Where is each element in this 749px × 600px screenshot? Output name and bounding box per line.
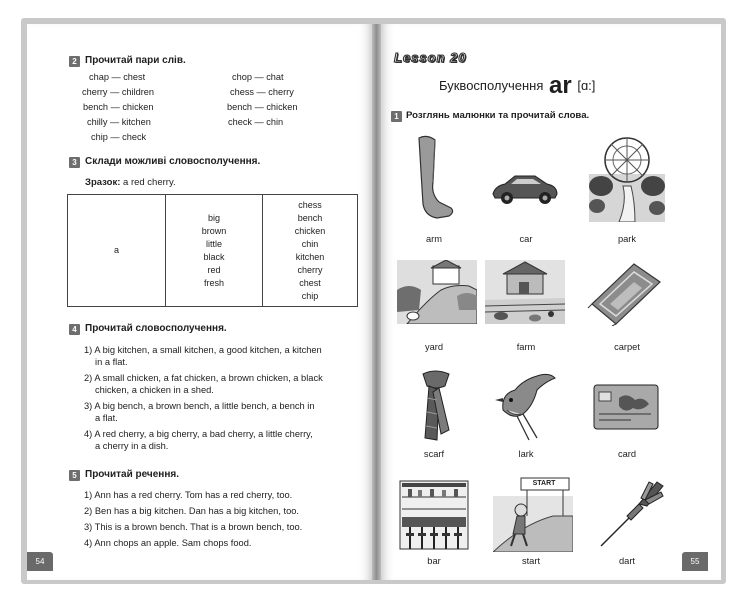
caption-lark: lark [518,449,534,459]
page-number-right: 55 [682,552,708,571]
table-word: bench [297,212,323,223]
list-item-line: a cherry in a dish. [95,441,169,451]
word-pair: chess — cherry [230,87,294,97]
card-icon [593,384,659,430]
word-pair: check — chin [228,117,284,127]
word-combination-table [67,194,358,307]
task-4-title: Прочитай словосполучення. [85,323,227,334]
task-5-title: Прочитай речення. [85,469,179,480]
list-item-line: 3) A big bench, a brown bench, a little bench, a bench in [84,401,315,411]
yard-icon [397,260,477,324]
word-pair: chop — chat [232,72,284,82]
table-word: kitchen [295,251,325,262]
table-word: chess [298,199,322,210]
table-word: chest [299,277,321,288]
sample-text: a red cherry. [123,177,176,188]
bar-icon [398,479,470,551]
start-icon [493,476,573,552]
list-item [84,428,364,452]
table-word: cherry [297,264,323,275]
caption-dart: dart [618,556,636,566]
list-item [84,372,364,396]
heading-letters: ar [549,72,572,99]
table-word: red [207,264,221,275]
word-pair: bench — chicken [83,102,154,112]
lark-icon [493,370,559,442]
task-2-title: Прочитай пари слів. [85,55,186,66]
scarf-icon [419,368,453,442]
list-item: 1) Ann has a red cherry. Tom has a red cherry, too. [84,490,293,500]
page-heading [439,72,595,100]
table-word: little [205,238,222,249]
sample-line [85,177,176,188]
word-pair: chilly — kitchen [87,117,151,127]
caption-start: start [521,556,541,566]
caption-car: car [519,234,533,244]
word-pair: cherry — children [82,87,154,97]
adjective-cell [166,195,263,307]
task-4-number: 4 [69,324,80,335]
list-item: 4) Ann chops an apple. Sam chops food. [84,538,252,548]
task-3-number: 3 [69,157,80,168]
caption-scarf: scarf [423,449,445,459]
farm-icon [485,260,565,324]
task-2-number: 2 [69,56,80,67]
article-cell [68,195,166,307]
table-word: chip [301,290,319,301]
noun-cell [263,195,358,307]
carpet-icon [586,260,664,326]
table-word: a [113,245,119,255]
word-pairs-column-1 [79,70,154,145]
list-item-line: 2) A small chicken, a fat chicken, a brown chicken, a black [84,373,323,383]
heading-prefix: Буквосполучення [439,78,544,93]
list-item-line: 4) A red cherry, a big cherry, a bad cherry, a little cherry, [84,429,313,439]
lesson-title: Lesson 20 [394,50,467,65]
word-pairs-column-2 [223,70,297,130]
caption-bar: bar [427,556,441,566]
task-1-number: 1 [391,111,402,122]
sample-label: Зразок: [85,177,121,188]
heading-transcription: [ɑ:] [577,78,596,93]
list-item [84,344,364,368]
dart-icon [599,480,665,548]
list-item-line: chicken, a chicken in a shed. [95,385,214,395]
caption-card: card [617,449,637,459]
caption-arm: arm [425,234,442,244]
task-5-number: 5 [69,470,80,481]
start-sign-label: START [532,480,556,487]
list-item-line: 1) A big kitchen, a small kitchen, a good kitchen, a kitchen [84,345,322,355]
list-item-line: a flat. [95,413,118,423]
task-3-title: Склади можливі словосполучення. [85,156,261,167]
task-1-title: Розглянь малюнки та прочитай слова. [406,110,590,121]
table-word: big [207,212,220,223]
caption-park: park [617,234,637,244]
table-word: fresh [203,277,224,288]
sentence-list [84,489,364,553]
list-item [84,400,364,424]
page-number-left: 54 [27,552,53,571]
caption-yard: yard [424,342,444,352]
left-page [27,24,372,580]
table-word: chicken [294,225,326,236]
table-word: black [203,251,225,262]
book-gutter [372,24,381,580]
car-icon [489,172,561,206]
caption-farm: farm [516,342,536,352]
list-item: 2) Ben has a big kitchen. Dan has a big kitchen, too. [84,506,299,516]
word-pair: bench — chicken [227,102,298,112]
word-pair: chap — chest [89,72,146,82]
park-icon [589,134,665,222]
right-page [381,24,721,580]
list-item: 3) This is a brown bench. That is a brown bench, too. [84,522,303,532]
list-item-line: in a flat. [95,357,128,367]
arm-icon [411,132,459,222]
phrase-list [84,344,364,456]
word-pair: chip — check [91,132,147,142]
caption-carpet: carpet [614,342,640,352]
table-word: chin [301,238,319,249]
table-word: brown [201,225,227,236]
